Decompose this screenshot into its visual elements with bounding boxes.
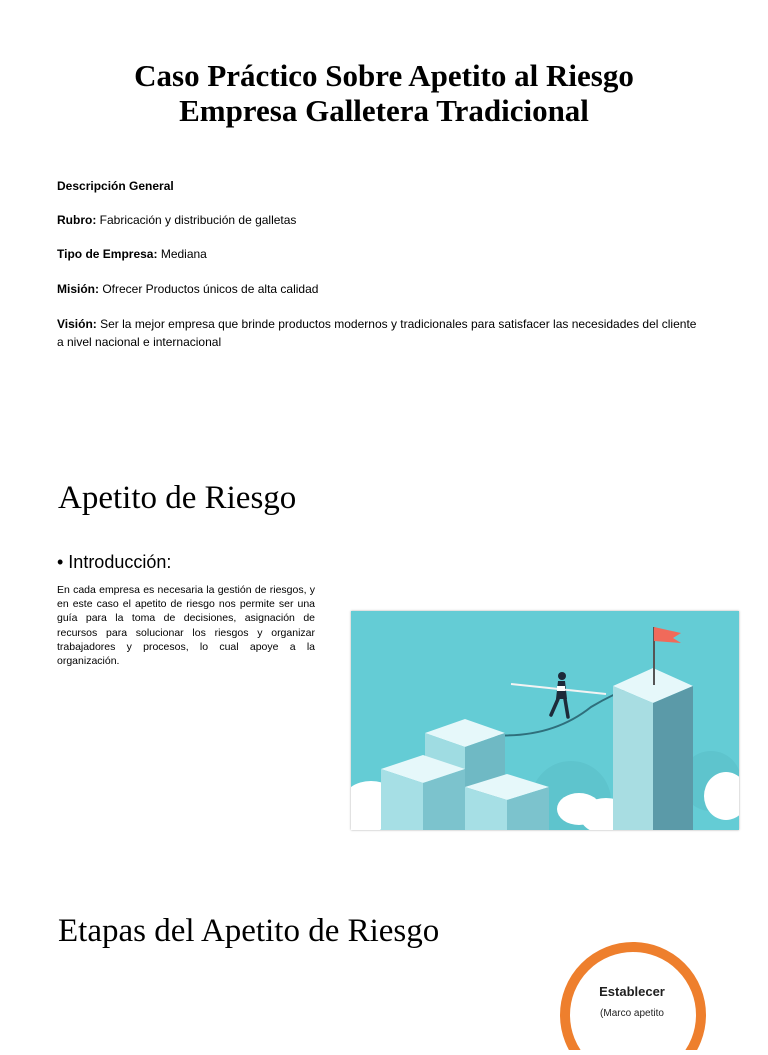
intro-paragraph: En cada empresa es necesaria la gestión de riesgos, y en este caso el apetito de riesgo nos permite ser una guía para la toma de decisiones, asignación de recursos para solucionar los riesgos y organizar trabajadores y procesos, lo cual apoye a la organización. bbox=[57, 584, 315, 668]
tipo-value: Mediana bbox=[157, 247, 207, 261]
rubro-value: Fabricación y distribución de galletas bbox=[96, 213, 297, 227]
etapas-heading: Etapas del Apetito de Riesgo bbox=[58, 913, 440, 949]
vision-value: Ser la mejor empresa que brinde productos modernos y tradicionales para satisfacer las necesidades del cliente a nivel nacional e internacional bbox=[57, 317, 697, 349]
tipo-empresa-line bbox=[57, 245, 207, 263]
vision-label: Visión: bbox=[57, 317, 97, 331]
general-description-heading: Descripción General bbox=[57, 179, 174, 193]
apetito-heading: Apetito de Riesgo bbox=[58, 480, 297, 516]
title-line-1: Caso Práctico Sobre Apetito al Riesgo bbox=[134, 58, 634, 93]
title-line-2: Empresa Galletera Tradicional bbox=[179, 93, 589, 128]
stage-establecer-title: Establecer bbox=[599, 984, 665, 999]
rubro-line bbox=[57, 211, 296, 229]
rubro-label: Rubro: bbox=[57, 213, 97, 227]
stage-establecer-subtitle: (Marco apetito bbox=[600, 1008, 664, 1019]
vision-line bbox=[57, 315, 697, 351]
mision-value: Ofrecer Productos únicos de alta calidad bbox=[99, 282, 319, 296]
intro-bullet: • Introducción: bbox=[57, 552, 172, 572]
mision-label: Misión: bbox=[57, 282, 99, 296]
page-title bbox=[0, 58, 768, 128]
tipo-label: Tipo de Empresa: bbox=[57, 247, 158, 261]
tightrope-illustration bbox=[351, 611, 739, 830]
mision-line bbox=[57, 280, 318, 298]
